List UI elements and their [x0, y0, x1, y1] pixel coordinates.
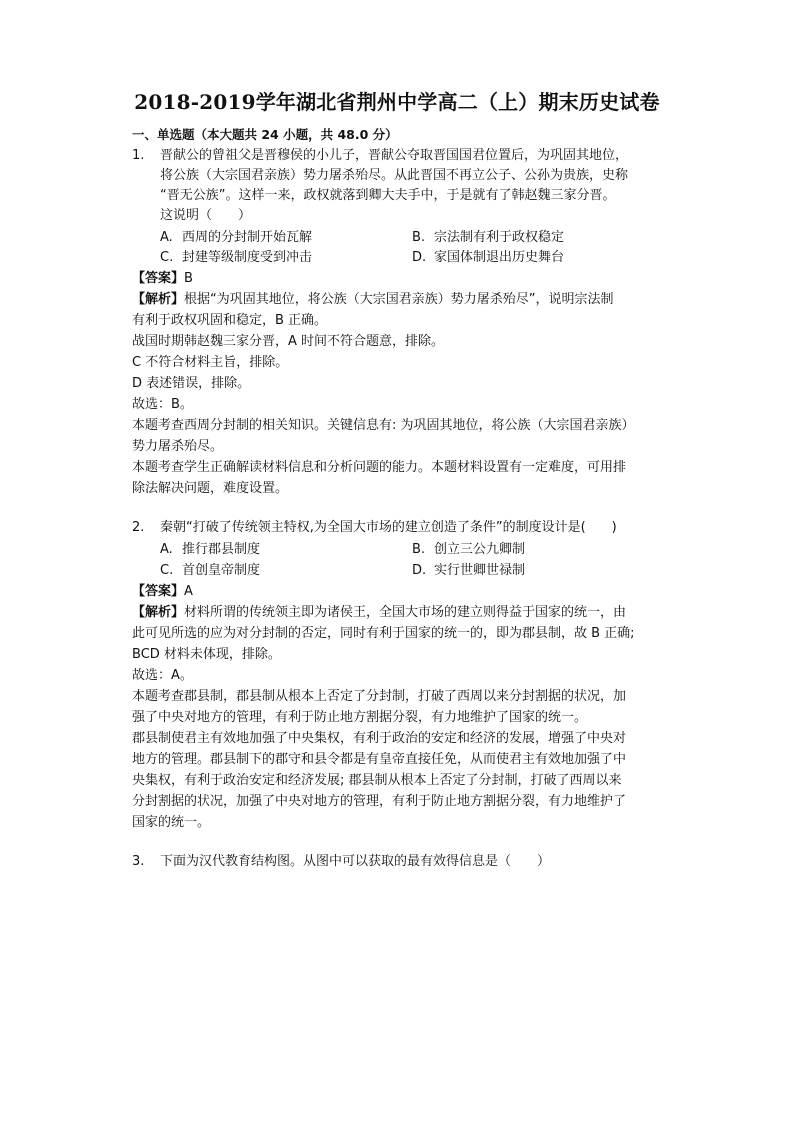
option-label: B. [412, 542, 426, 557]
question-2-number: 2. [132, 520, 145, 535]
option-text: 家国体制退出历史舞台 [434, 250, 565, 265]
page-title: 2018-2019学年湖北省荆州中学高二（上）期末历史试卷 [134, 90, 660, 114]
analysis-line: 本题考查西周分封制的相关知识。关键信息有: 为巩固其地位，将公族（大宗国君亲族） [132, 418, 635, 433]
analysis-line: 故选：A。 [132, 668, 193, 683]
analysis-line: 除法解决问题，难度设置。 [132, 481, 289, 496]
answer-value: A [184, 584, 193, 599]
analysis-line: 战国时期韩赵魏三家分晋，A 时间不符合题意，排除。 [132, 334, 445, 349]
analysis-line: BCD 材料未体现，排除。 [132, 647, 281, 662]
question-1-option-b [412, 228, 564, 248]
question-1-line: 这说明（ ） [160, 208, 252, 223]
option-label: D. [412, 563, 427, 578]
analysis-line: 故选：B。 [132, 397, 193, 412]
question-1-line: 晋献公的曾祖父是晋穆侯的小儿子，晋献公夺取晋国国君位置后，为巩固其地位， [160, 148, 629, 163]
question-2-option-b [412, 540, 525, 560]
question-2-answer [132, 582, 193, 602]
answer-tag: 【答案】 [132, 271, 185, 286]
analysis-line: D 表述错误，排除。 [132, 376, 251, 391]
question-2-option-d [412, 561, 525, 581]
answer-value: B [184, 271, 193, 286]
option-label: A. [160, 542, 173, 557]
option-text: 首创皇帝制度 [182, 563, 261, 578]
analysis-tag: 【解析】 [132, 605, 185, 620]
analysis-line: 有利于政权巩固和稳定，B 正确。 [132, 313, 328, 328]
question-3-stem: 下面为汉代教育结构图。从图中可以获取的最有效得信息是（ ） [160, 854, 551, 869]
analysis-line: 国家的统一。 [132, 815, 211, 830]
option-text: 封建等级制度受到冲击 [182, 250, 313, 265]
option-label: B. [412, 230, 426, 245]
analysis-line: 地方的管理。郡县制下的郡守和县令都是有皇帝直接任免，从而使君主有效地加强了中 [132, 752, 627, 767]
analysis-line: 强了中央对地方的管理，有利于防止地方割据分裂，有力地维护了国家的统一。 [132, 710, 588, 725]
option-label: D. [412, 250, 427, 265]
question-2-analysis [132, 603, 626, 623]
analysis-line: 分封割据的状况，加强了中央对地方的管理，有利于防止地方割据分裂，有力地维护了 [132, 794, 627, 809]
analysis-line: 势力屠杀殆尽。 [132, 439, 224, 454]
question-1-option-a [160, 228, 312, 248]
option-label: A. [160, 230, 173, 245]
option-text: 宗法制有利于政权稳定 [434, 230, 565, 245]
question-2-option-a [160, 540, 260, 560]
option-text: 西周的分封制开始瓦解 [182, 230, 313, 245]
option-text: 创立三公九卿制 [434, 542, 526, 557]
analysis-text: 材料所谓的传统领主即为诸侯王，全国大市场的建立则得益于国家的统一，由 [184, 605, 627, 620]
section-heading: 一、单选题（本大题共 24 小题，共 48.0 分） [132, 127, 398, 142]
analysis-line: 郡县制使君主有效地加强了中央集权，有利于政治的安定和经济的发展，增强了中央对 [132, 731, 627, 746]
question-1-option-c [160, 248, 312, 268]
question-1-line: 将公族（大宗国君亲族）势力屠杀殆尽。从此晋国不再立公子、公孙为贵族，史称 [160, 168, 629, 183]
question-1-option-d [412, 248, 564, 268]
question-1-line: “晋无公族”。这样一来，政权就落到卿大夫手中，于是就有了韩赵魏三家分晋。 [160, 188, 616, 203]
analysis-tag: 【解析】 [132, 292, 185, 307]
answer-tag: 【答案】 [132, 584, 185, 599]
analysis-line: 本题考查学生正确解读材料信息和分析问题的能力。本题材料设置有一定难度，可用排 [132, 460, 627, 475]
question-1-analysis [132, 290, 614, 310]
analysis-text: 根据“为巩固其地位，将公族（大宗国君亲族）势力屠杀殆尽”，说明宗法制 [184, 292, 614, 307]
option-text: 实行世卿世禄制 [434, 563, 526, 578]
analysis-line: 本题考查郡县制，郡县制从根本上否定了分封制，打破了西周以来分封割据的状况，加 [132, 689, 627, 704]
option-label: C. [160, 563, 174, 578]
question-1-number: 1. [132, 148, 145, 163]
question-2-stem: 秦朝“打破了传统领主特权,为全国大市场的建立创造了条件”的制度设计是( ) [160, 520, 617, 535]
question-3-number: 3. [132, 854, 145, 869]
analysis-line: 此可见所选的应为对分封制的否定，同时有利于国家的统一的，即为郡县制，故 B 正确; [132, 626, 635, 641]
option-label: C. [160, 250, 174, 265]
option-text: 推行郡县制度 [182, 542, 261, 557]
analysis-line: 央集权，有利于政治安定和经济发展; 郡县制从根本上否定了分封制，打破了西周以来 [132, 773, 622, 788]
question-2-option-c [160, 561, 260, 581]
question-1-answer [132, 269, 193, 289]
analysis-line: C 不符合材料主旨，排除。 [132, 355, 289, 370]
